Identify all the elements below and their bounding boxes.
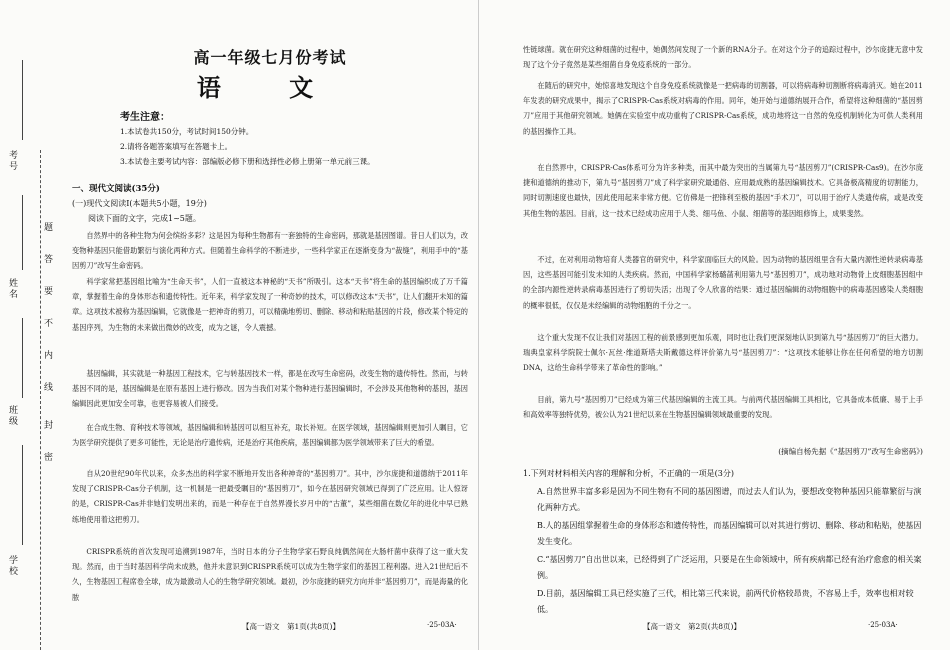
- citation: (摘编自杨先据《“基因剪刀”改写生命密码》): [778, 447, 923, 456]
- school-underline: [22, 445, 23, 545]
- class-label: 班级: [7, 405, 17, 427]
- seal-word: 封: [44, 421, 54, 431]
- school-label: 学校: [7, 555, 17, 577]
- notice-item: 3.本试卷主要考试内容：部编版必修下册和选择性必修上册第一单元前三课。: [120, 157, 375, 166]
- section-instruction: 阅读下面的文字，完成1~5题。: [88, 214, 201, 223]
- passage-paragraph: 目前，第九号“基因剪刀”已经成为第三代基因编辑的主流工具。与前两代基因编辑工具相比，它具备成本低廉、易于上手和高效率等独特优势，被公认为21世纪以来在生物基因编辑领域最重要的发现。: [523, 395, 923, 420]
- page-code: ·25-03A·: [427, 621, 457, 629]
- binding-margin: [0, 0, 66, 650]
- seal-line: [40, 150, 41, 650]
- name-underline: [22, 195, 23, 270]
- seal-word: 要: [44, 287, 54, 297]
- class-underline: [22, 318, 23, 398]
- passage-paragraph: 在合成生物、育种技术等领域，基因编辑和转基因可以相互补充，取长补短。在医学领域，基因编辑则更加引人瞩目，它为医学研究提供了更多可能性，无论是治疗遗传病，还是治疗其他疾病，基因编辑都为医学领域带来了巨大的希望。: [72, 423, 468, 448]
- passage-paragraph: CRISPR系统的首次发现可追溯到1987年，当时日本的分子生物学家石野良纯偶然间在大肠杆菌中获得了这一重大发现。然而，由于当时基因科学尚未成熟，他并未意识到CRISPR系统可以成为生物学家们的基因工程利器。进入21世纪后不久，生物基因工程席卷全球，成为最激动人心的生物学研究领域。最初，沙尔庞捷的研究方向并非“基因剪刀”，而是海量的化脓: [72, 547, 468, 602]
- question-option[interactable]: C.“基因剪刀”自出世以来，已经得到了广泛运用，只要是在生命领域中，所有疾病都已经有治疗愈愈的相关案例。: [537, 555, 922, 580]
- subject-title: 语 文: [196, 73, 344, 102]
- passage-paragraph: 性链球菌。就在研究这种细菌的过程中，她偶然间发现了一个新的RNA分子。在对这个分子的追踪过程中，沙尔庞捷无意中发现了这个分子竟然是某些细菌自身免疫系统的一部分。: [523, 45, 923, 70]
- section-title: 一、现代文阅读(35分): [72, 184, 160, 194]
- question-option[interactable]: B.人的基因组掌握着生命的身体形态和遗传特性，而基因编辑可以对其进行剪切、删除、移动和粘贴，使基因发生变化。: [537, 521, 922, 546]
- seal-word: 线: [44, 383, 54, 393]
- page-footer: 【高一语文 第2页(共8页)】: [643, 622, 741, 631]
- notice-item: 1.本试卷共150分，考试时间150分钟。: [120, 127, 254, 136]
- passage-paragraph: 自从20世纪90年代以来，众多杰出的科学家不断地开发出各种神奇的“基因剪刀”。其中，沙尔庞捷和道德纳于2011年发现了CRISPR-Cas分子机制，这一机制是一把最受瞩目的“基因剪刀”，如今在基因研究领域已得到了广泛应用。让人惊讶的是，CRISPR-Cas并非她们发明出来的，而是一种存在于自然界漫长岁月中的“古董”，某些细菌在数亿年的进化中早已熟练地使用着这把剪刀。: [72, 469, 468, 524]
- exam-no-label: 考号: [7, 150, 17, 172]
- exam-title: 高一年级七月份考试: [193, 48, 347, 67]
- passage-paragraph: 这个重大发现不仅让我们对基因工程的前景感到更加乐观，同时也让我们更深刻地认识到第九号“基因剪刀”的巨大潜力。瑞典皇家科学院院士佩尔·瓦丝·维道斯塔夫斯戴德这样评价第九号“基因剪刀”：“这项技术能够让你在任何希望的地方切割DNA，这给生命科学带来了革命性的影响。”: [523, 333, 923, 373]
- passage-paragraph: 不过，在对利用动物培育人类器官的研究中，科学家面临巨大的风险。因为动物的基因组里含有大量内源性逆转录病毒基因，这些基因可能引发未知的人类疾病。然而，中国科学家杨璐菡利用第九号“基因剪刀”，成功地对动物骨上皮细胞基因组中的全部内源性逆转录病毒基因进行了剪切失活；出现了令人欣喜的结果：通过基因编辑的动物细胞中的病毒基因感染人类细胞的概率很低，仅仅是未经编辑的动物细胞的千分之一。: [523, 255, 923, 310]
- notice-heading: 考生注意：: [120, 112, 170, 123]
- question-option[interactable]: A.自然世界丰富多彩是因为不同生物有不同的基因图谱，而过去人们认为，要想改变物种基因只能靠繁衍与演化两种方式。: [537, 487, 922, 512]
- passage-paragraph: 在随后的研究中，她惊喜地发现这个自身免疫系统就像是一把病毒的切割器，可以将病毒种切割断将病毒消灭。她在2011年发表的研究成果中，揭示了CRISPR-Cas系统对病毒的作用。同年，她开始与道德纳展开合作，希望将这种细菌的“基因剪刀”应用于其他研究领域。她俩在实验室中成功重构了CRISPR-Cas系统，成功地将这一自然的免疫机制转化为可供人类利用的基因操作工具。: [523, 81, 923, 136]
- exam-no-underline: [22, 60, 23, 140]
- seal-word: 题: [44, 223, 54, 233]
- passage-paragraph: 基因编辑，其实就是一种基因工程技术，它与转基因技术一样，都是在改写生命密码，改变生物的遗传特性。然而，与转基因不同的是，基因编辑是在原有基因上进行修改。因为当我们对某个物种进行基因编辑时，不会涉及其他物种的基因，基因编辑因此更加安全可靠，也更容易被人们接受。: [72, 369, 468, 409]
- name-label: 姓名: [7, 278, 17, 300]
- page-code: ·25-03A·: [868, 621, 898, 629]
- seal-word: 答: [44, 255, 54, 265]
- page-footer: 【高一语文 第1页(共8页)】: [242, 622, 340, 631]
- seal-word: 内: [44, 351, 54, 361]
- passage-paragraph: 自然界中的各种生物为何会缤纷多彩？这是因为每种生物都有一套独特的生命密码，那就是基因图谱。昔日人们以为，改变物种基因只能借助繁衍与演化两种方式。但随着生命科学的不断进步，一些科学家正在逐渐变身为“裁缝”，利用手中的“基因剪刀”改写生命密码。: [72, 231, 468, 271]
- right-page: [478, 0, 950, 650]
- section-subtitle: (一)现代文阅读Ⅰ(本题共5小题，19分): [72, 199, 207, 208]
- passage-paragraph: 科学家常把基因组比喻为“生命天书”，人们一直被这本神秘的“天书”所吸引。这本“天书”将生命的基因编织成了万千篇章，掌握着生命的身体形态和遗传特性。近年来，科学家发现了一种奇妙的技术，可以修改这本“天书”，让人们翻开未知的篇章。这项技术被称为基因编辑，它就像是一把神奇的剪刀，可以精确地剪切、删除、移动和粘贴基因的片段，修改某个特定的基因序列，为生物的未来做出微妙的改变，成为之谜，令人震撼。: [72, 277, 468, 332]
- notice-item: 2.请将各题答案填写在答题卡上。: [120, 142, 233, 151]
- seal-word: 密: [44, 453, 54, 463]
- question-stem: 1.下列对材料相关内容的理解和分析，不正确的一项是(3分): [523, 469, 734, 478]
- passage-paragraph: 在自然界中，CRISPR-Cas体系可分为许多种类，而其中最为突出的当属第九号“基因剪刀”(CRISPR-Cas9)。在沙尔庞捷和道德纳的推动下，第九号“基因剪刀”成了科学家研究最通俗、应用最成熟的基因编辑技术。它具备极高精度的切割能力，同时切割速度也最快，因此使用起来非常方便。它仿佛是一把锋利至极的基因“手术刀”，可以用于治疗人类遗传病，或是改变其他生物的基因。目前，这一技术已经成功应用于人类、细马鱼、小鼠、细菌等的基因组修饰上，成果斐然。: [523, 163, 923, 218]
- seal-word: 不: [44, 319, 54, 329]
- question-option[interactable]: D.目前，基因编辑工具已经实施了三代，相比第三代来说，前两代价格较昂贵，不容易上手，效率也相对较低。: [537, 589, 914, 614]
